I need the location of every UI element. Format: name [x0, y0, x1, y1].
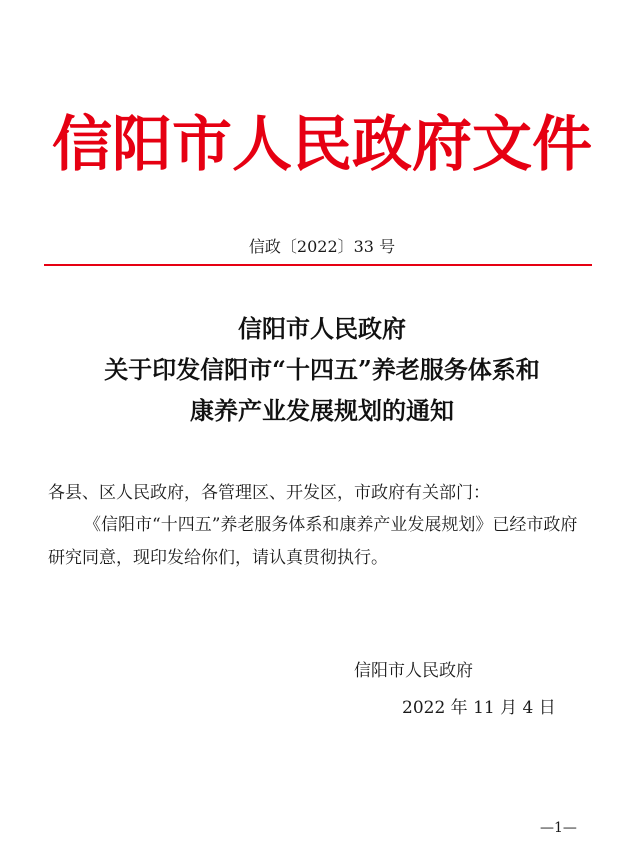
signature-organization: 信阳市人民政府	[354, 661, 473, 681]
page-number: —1—	[540, 820, 577, 836]
document-title	[0, 308, 644, 431]
title-line-1: 信阳市人民政府	[238, 314, 406, 343]
title-line-2: 关于印发信阳市“十四五”养老服务体系和	[104, 355, 540, 384]
signature-date: 2022 年 11 月 4 日	[402, 698, 556, 718]
title-line-3: 康养产业发展规划的通知	[190, 396, 454, 425]
red-separator-line	[44, 264, 592, 266]
red-header-title: 信阳市人民政府文件	[52, 110, 592, 180]
document-number: 信政〔2022〕33 号	[248, 237, 396, 256]
body-paragraph: 《信阳市“十四五”养老服务体系和康养产业发展规划》已经市政府研究同意，现印发给你们，请认真贯彻执行。	[48, 515, 578, 568]
recipients-line: 各县、区人民政府，各管理区、开发区，市政府有关部门：	[48, 483, 490, 503]
